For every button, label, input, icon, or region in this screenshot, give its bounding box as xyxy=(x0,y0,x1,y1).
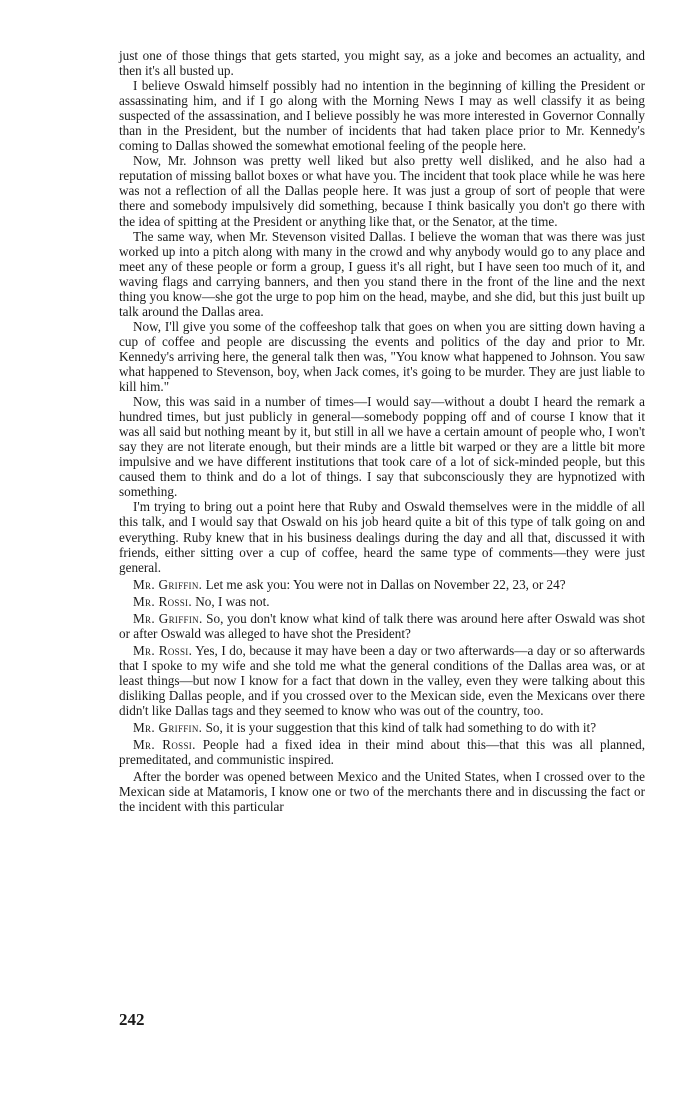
speaker-name: Mr. Rossi. xyxy=(133,737,196,753)
dialogue-paragraph: Mr. Rossi. No, I was not. xyxy=(133,593,270,609)
paragraph: After the border was opened between Mexico and the United States, when I crossed over to the Mexican side at Matamoris, I know one or two of the merchants there and in discussing the fact or the incident with this particular xyxy=(119,769,645,815)
paragraph: Now, this was said in a number of times—I would say—without a doubt I heard the remark a hundred times, but just publicly in general—somebody popping off and of course I know that it was all said but nothing meant by it, but still in all we have a certain amount of people who, I won't say they are not literate enough, but their minds are a little bit warped or they are a little bit more impulsive and we have different institutions that took care of a lot of sick-minded people, but this caused them to think and do a lot of things. I say that subconsciously they are hypnotized with something. xyxy=(119,394,645,500)
paragraph: I believe Oswald himself possibly had no intention in the beginning of killing the President or assassinating him, and if I go along with the Morning News I may as well classify it as being suspected of the assassination, and I believe possibly he was more interested in Governor Connally than in the President, but the number of incidents that had taken place prior to Mr. Kennedy's coming to Dallas showed the somewhat emotional feeling of the people here. xyxy=(119,78,645,154)
dialogue-paragraph: Mr. Rossi. People had a fixed idea in their mind about this—that this was all planned, premeditated, and communistic inspired. xyxy=(119,737,645,768)
paragraph: The same way, when Mr. Stevenson visited Dallas. I believe the woman that was there was just worked up into a pitch along with many in the crowd and why anybody would go to any place and meet any of these people or form a group, I guess it's all right, but I have seen too much of it, and waving flags and carrying banners, and then you stand there in the front of the line and the next thing you know—she got the urge to pop him on the head, maybe, and she did, but this just built up talk around the Dallas area. xyxy=(119,228,645,319)
paragraph: just one of those things that gets started, you might say, as a joke and becomes an actuality, and then it's all busted up. xyxy=(119,48,645,79)
speaker-name: Mr. Griffin. xyxy=(133,576,203,592)
dialogue-paragraph: Mr. Griffin. So, you don't know what kind of talk there was around here after Oswald was shot or after Oswald was alleged to have shot the President? xyxy=(119,610,645,641)
paragraph: Now, I'll give you some of the coffeeshop talk that goes on when you are sitting down having a cup of coffee and people are discussing the events and politics of the day and prior to Mr. Kennedy's arriving here, the general talk then was, "You know what happened to Johnson. You saw what happened to Stevenson, boy, when Jack comes, it's going to be murder. They are just liable to kill him." xyxy=(119,318,645,395)
dialogue-paragraph: Mr. Griffin. Let me ask you: You were not in Dallas on November 22, 23, or 24? xyxy=(133,576,566,592)
paragraph: I'm trying to bring out a point here that Ruby and Oswald themselves were in the middle of all this talk, and I would say that Oswald on his job heard quite a bit of this type of talk going on and everything. Ruby knew that in his business dealings during the day and all that, discussed it with friends, either sitting over a cup of coffee, heard the same type of comments—they were just general. xyxy=(119,499,645,575)
paragraph: Now, Mr. Johnson was pretty well liked but also pretty well disliked, and he also had a reputation of missing ballot boxes or what have you. The incident that took place while he was here was not a reflection of all the Dallas people here. It was just a group of sort of people that were there and somebody impulsively did something, because I think basically you don't go there with the idea of spitting at the President or anything like that, or the Senator, at the time. xyxy=(119,153,645,229)
dialogue-paragraph: Mr. Griffin. So, it is your suggestion that this kind of talk had something to do with it? xyxy=(133,720,597,736)
speaker-name: Mr. Griffin. xyxy=(133,720,203,736)
transcript-body xyxy=(119,48,645,814)
speaker-name: Mr. Rossi. xyxy=(133,642,193,658)
speaker-name: Mr. Griffin. xyxy=(133,610,203,626)
dialogue-paragraph: Mr. Rossi. Yes, I do, because it may have been a day or two afterwards—a day or so afterwards that I spoke to my wife and she told me what the general conditions of the Dallas area was, or at least things—but now I know for a fact that down in the valley, even they were talking about this disliking Dallas people, and if you crossed over to the Mexican side, even the Mexicans over there didn't like Dallas tags and they seemed to know who was out of the country, too. xyxy=(119,642,645,719)
speaker-name: Mr. Rossi. xyxy=(133,593,192,609)
page-number: 242 xyxy=(119,1010,145,1029)
